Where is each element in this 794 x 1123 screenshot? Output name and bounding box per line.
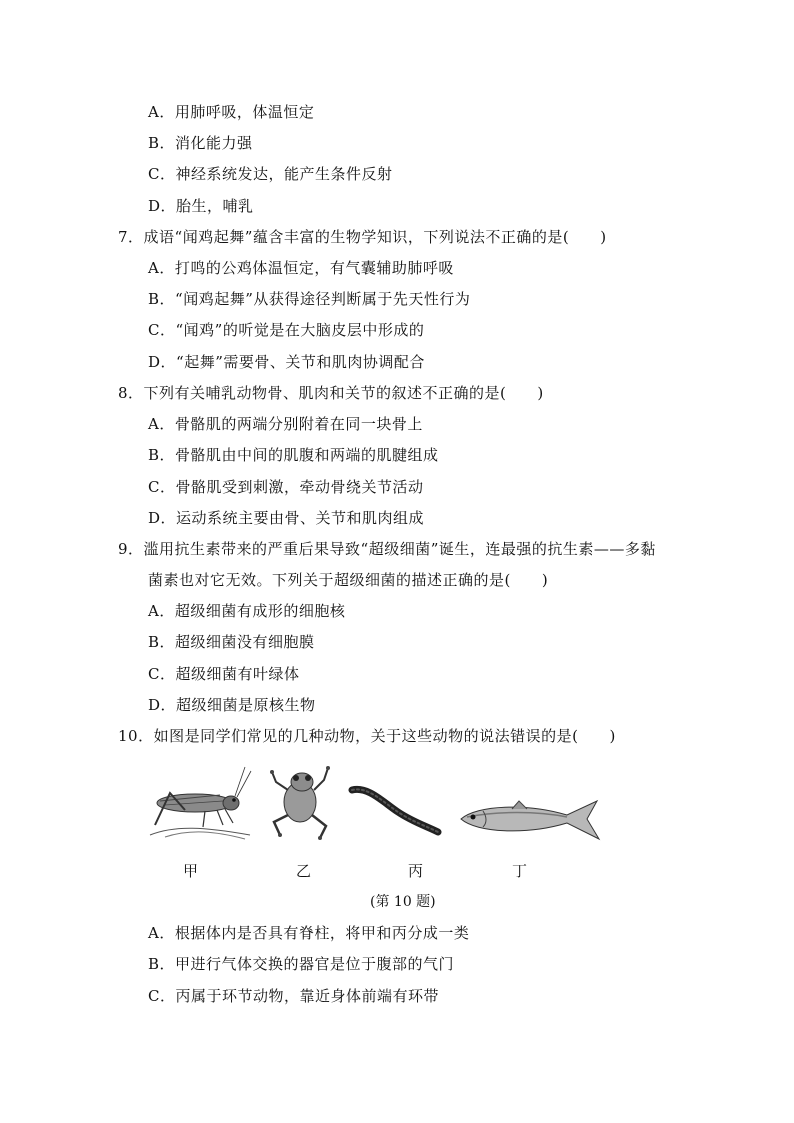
q9-stem-line2: 菌素也对它无效。下列关于超级细菌的描述正确的是( ) [148,571,549,589]
q9-stem-line1: 9．滥用抗生素带来的严重后果导致“超级细菌”诞生，连最强的抗生素——多黏 [118,540,656,558]
q6-option-a: A．用肺呼吸，体温恒定 [148,103,315,121]
q9-option-d: D．超级细菌是原核生物 [148,696,316,714]
fish-figure [457,797,602,842]
q7-option-c: C．“闻鸡”的听觉是在大脑皮层中形成的 [148,321,425,339]
q7-option-b: B．“闻鸡起舞”从获得途径判断属于先天性行为 [148,290,471,308]
q6-option-c: C．神经系统发达，能产生条件反射 [148,165,393,183]
q9-option-a: A．超级细菌有成形的细胞核 [148,602,346,620]
q10-option-c: C．丙属于环节动物，靠近身体前端有环带 [148,987,439,1005]
q7-option-d: D．“起舞”需要骨、关节和肌肉协调配合 [148,353,425,371]
q7-option-a: A．打鸣的公鸡体温恒定，有气囊辅助肺呼吸 [148,259,454,277]
q8-option-d: D．运动系统主要由骨、关节和肌肉组成 [148,509,425,527]
q7-stem: 7．成语“闻鸡起舞”蕴含丰富的生物学知识，下列说法不正确的是( ) [118,228,607,246]
label-ding: 丁 [512,862,528,880]
label-jia: 甲 [183,862,199,880]
label-bing: 丙 [408,862,424,880]
q8-stem: 8．下列有关哺乳动物骨、肌肉和关节的叙述不正确的是( ) [118,384,544,402]
frog-figure [268,760,333,840]
q6-option-b: B．消化能力强 [148,134,253,152]
q6-option-d: D．胎生，哺乳 [148,197,254,215]
q8-option-a: A．骨骼肌的两端分别附着在同一块骨上 [148,415,423,433]
q9-option-c: C．超级细菌有叶绿体 [148,665,300,683]
q8-option-c: C．骨骼肌受到刺激，牵动骨绕关节活动 [148,478,424,496]
q10-option-b: B．甲进行气体交换的器官是位于腹部的气门 [148,955,455,973]
q9-option-b: B．超级细菌没有细胞膜 [148,633,315,651]
q8-option-b: B．骨骼肌由中间的肌腹和两端的肌腱组成 [148,446,439,464]
grasshopper-figure [145,765,255,840]
label-yi: 乙 [296,862,312,880]
figure-caption: (第 10 题) [370,894,436,910]
earthworm-figure [348,782,443,837]
q10-option-a: A．根据体内是否具有脊柱，将甲和丙分成一类 [148,924,470,942]
q10-stem: 10．如图是同学们常见的几种动物，关于这些动物的说法错误的是( ) [118,727,616,745]
